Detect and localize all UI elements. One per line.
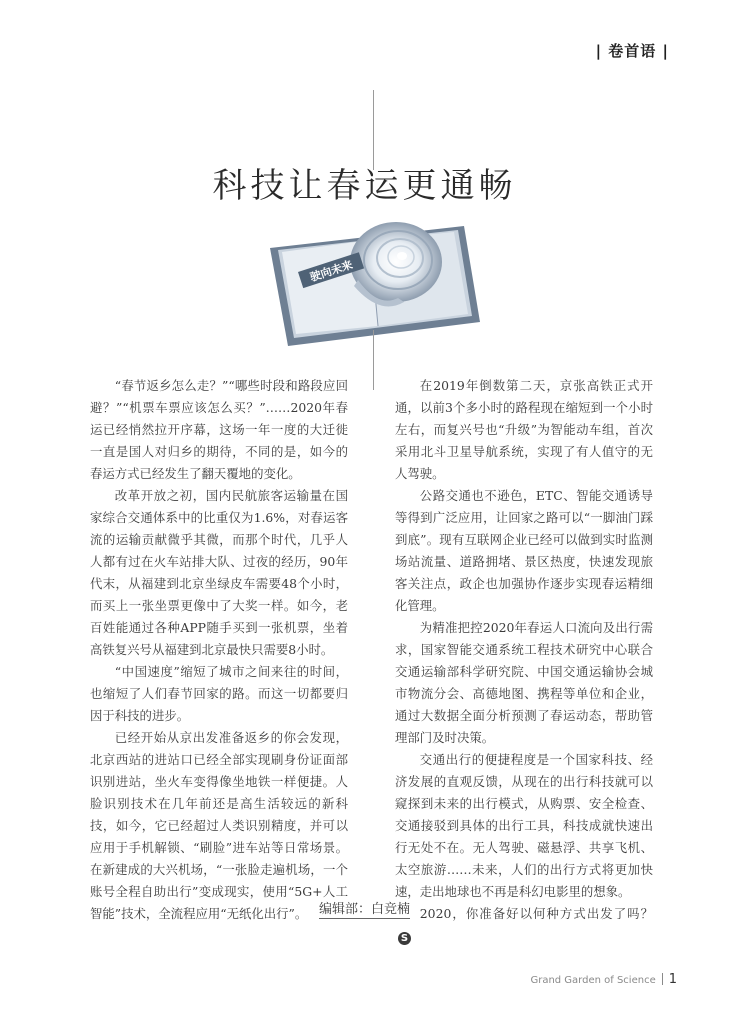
section-label: | 卷首语 | — [595, 42, 669, 60]
article-title: 科技让春运更通畅 — [212, 166, 517, 206]
paragraph: “春节返乡怎么走？”“哪些时段和路段应回避？”“机票车票应该怎么买？”……2020年春运已经悄然拉开序幕，这场一年一度的大迁徙一直是国人对归乡的期待，不同的是，如今的春运方式已经发生了翻天覆地的变化。 — [90, 378, 348, 481]
illustration-banner-text: 驶向未来 — [308, 258, 355, 285]
paragraph: 公路交通也不逊色，ETC、智能交通诱导等得到广泛应用，让回家之路可以“一脚油门踩到底”。现有互联网企业已经可以做到实时监测场站流量、道路拥堵、景区热度，快速发现旅客关注点，政企也加强协作逐步实现春运精细化管理。 — [395, 488, 653, 613]
book-tunnel-illustration — [258, 210, 486, 350]
magazine-name: Grand Garden of Science — [530, 975, 656, 986]
paragraph: “中国速度”缩短了城市之间来往的时间，也缩短了人们春节回家的路。而这一切都要归因于科技的进步。 — [90, 664, 348, 723]
page-footer — [530, 972, 677, 987]
article-column-left — [90, 375, 348, 925]
paragraph: 交通出行的便捷程度是一个国家科技、经济发展的直观反馈，从现在的出行科技就可以窥探到未来的出行模式，从购票、安全检查、交通接驳到具体的出行工具，科技成就快速出行无处不在。无人驾驶、磁悬浮、共享飞机、太空旅游……未来，人们的出行方式将更加快速，走出地球也不再是科幻电影里的想象。 — [395, 752, 653, 899]
end-mark-icon: S — [398, 932, 411, 945]
page-number: 1 — [668, 972, 677, 987]
column-divider-mid — [373, 330, 374, 390]
paragraph: 在2019年倒数第二天，京张高铁正式开通，以前3个多小时的路程现在缩短到一个小时左右，而复兴号也“升级”为智能动车组，首次采用北斗卫星导航系统，实现了有人值守的无人驾驶。 — [395, 378, 653, 481]
paragraph: 改革开放之初，国内民航旅客运输量在国家综合交通体系中的比重仅为1.6%，对春运客流的运输贡献微乎其微，而那个时代，几乎人人都有过在火车站排大队、过夜的经历，90年代末，从福建到北京坐绿皮车需要48个小时，而买上一张坐票更像中了大奖一样。如今，老百姓能通过各种APP随手买到一张机票，坐着高铁复兴号从福建到北京最快只需要8小时。 — [90, 488, 348, 657]
footer-divider — [662, 973, 663, 985]
article-column-right — [395, 375, 653, 947]
paragraph: 已经开始从京出发准备返乡的你会发现，北京西站的进站口已经全部实现刷身份证面部识别进站，坐火车变得像坐地铁一样便捷。人脸识别技术在几年前还是高生活较远的新科技，如今，它已经超过人类识别精度，并可以应用于手机解锁、“刷脸”进车站等日常场景。在新建成的大兴机场，“一张脸走遍机场，一个账号全程自助出行”变成现实，使用“5G+人工智能”技术，全流程应用“无纸化出行”。 — [90, 730, 348, 921]
editor-credit-text: 编辑部：白竞楠 — [318, 902, 410, 917]
editor-credit — [0, 898, 729, 917]
closing-text: 2020，你准备好以何种方式出发了吗？ — [419, 906, 653, 921]
paragraph: 为精准把控2020年春运人口流向及出行需求，国家智能交通系统工程技术研究中心联合交通运输部科学研究院、中国交通运输协会城市物流分会、高德地图、携程等单位和企业，通过大数据全面分析预测了春运动态，帮助管理部门及时决策。 — [395, 620, 653, 745]
